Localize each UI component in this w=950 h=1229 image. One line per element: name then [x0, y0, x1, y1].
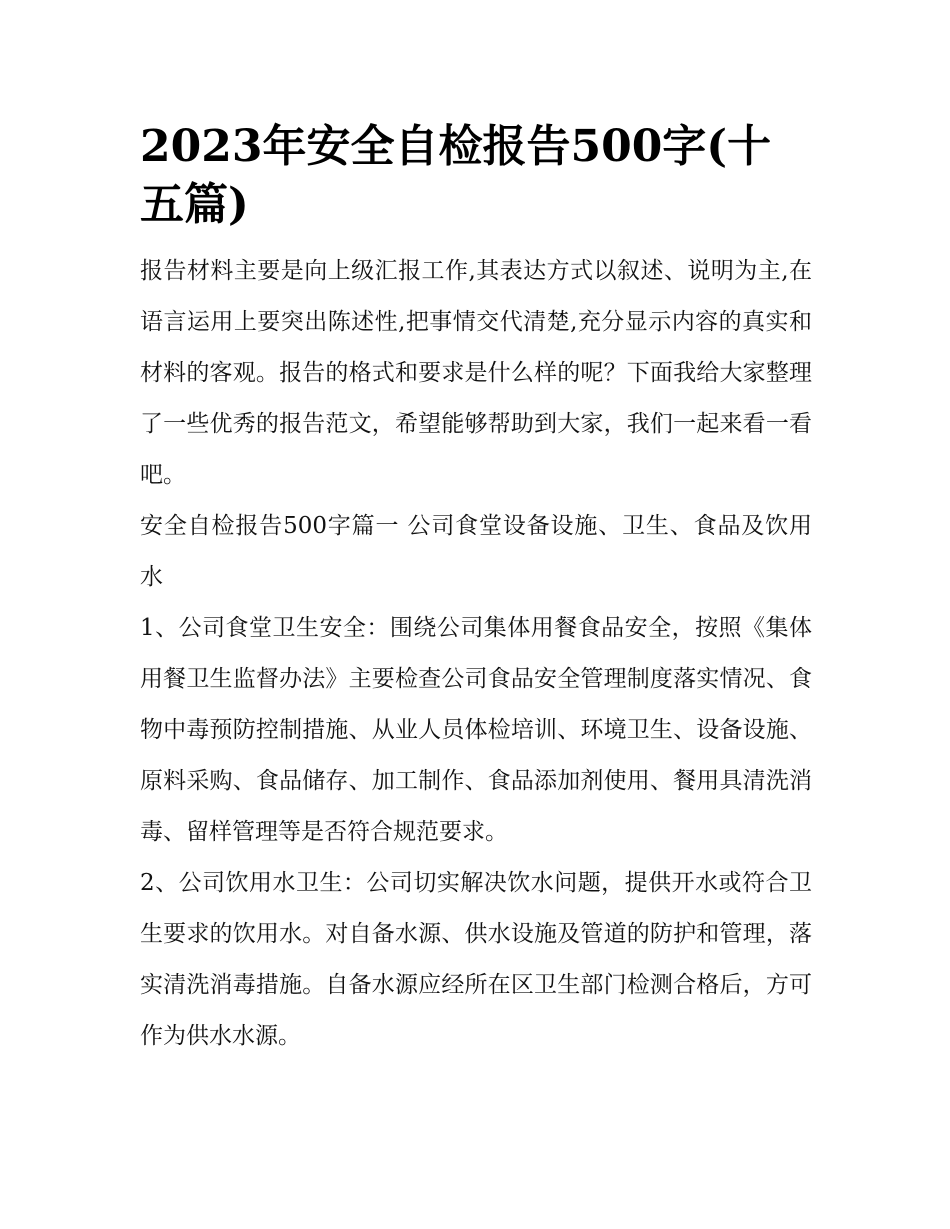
item-drinking-water: 2、公司饮用水卫生：公司切实解决饮水问题，提供开水或符合卫生要求的饮用水。对自备水源、供水设施及管道的防护和管理，落实清洗消毒措施。自备水源应经所在区卫生部门检测合格后，方可作为供水水源。	[140, 870, 812, 1049]
intro-paragraph: 报告材料主要是向上级汇报工作,其表达方式以叙述、说明为主,在语言运用上要突出陈述性,把事情交代清楚,充分显示内容的真实和材料的客观。报告的格式和要求是什么样的呢？下面我给大家整理了一些优秀的报告范文，希望能够帮助到大家，我们一起来看一看吧。	[140, 258, 812, 488]
document-page	[140, 118, 812, 1062]
item-canteen-hygiene: 1、公司食堂卫生安全：围绕公司集体用餐食品安全，按照《集体用餐卫生监督办法》主要检查公司食品安全管理制度落实情况、食物中毒预防控制措施、从业人员体检培训、环境卫生、设备设施、原料采购、食品储存、加工制作、食品添加剂使用、餐用具清洗消毒、留样管理等是否符合规范要求。	[140, 615, 812, 845]
document-title: 2023年安全自检报告500字(十五篇)	[140, 121, 772, 230]
section-heading: 安全自检报告500字篇一 公司食堂设备设施、卫生、食品及饮用水	[140, 513, 812, 590]
